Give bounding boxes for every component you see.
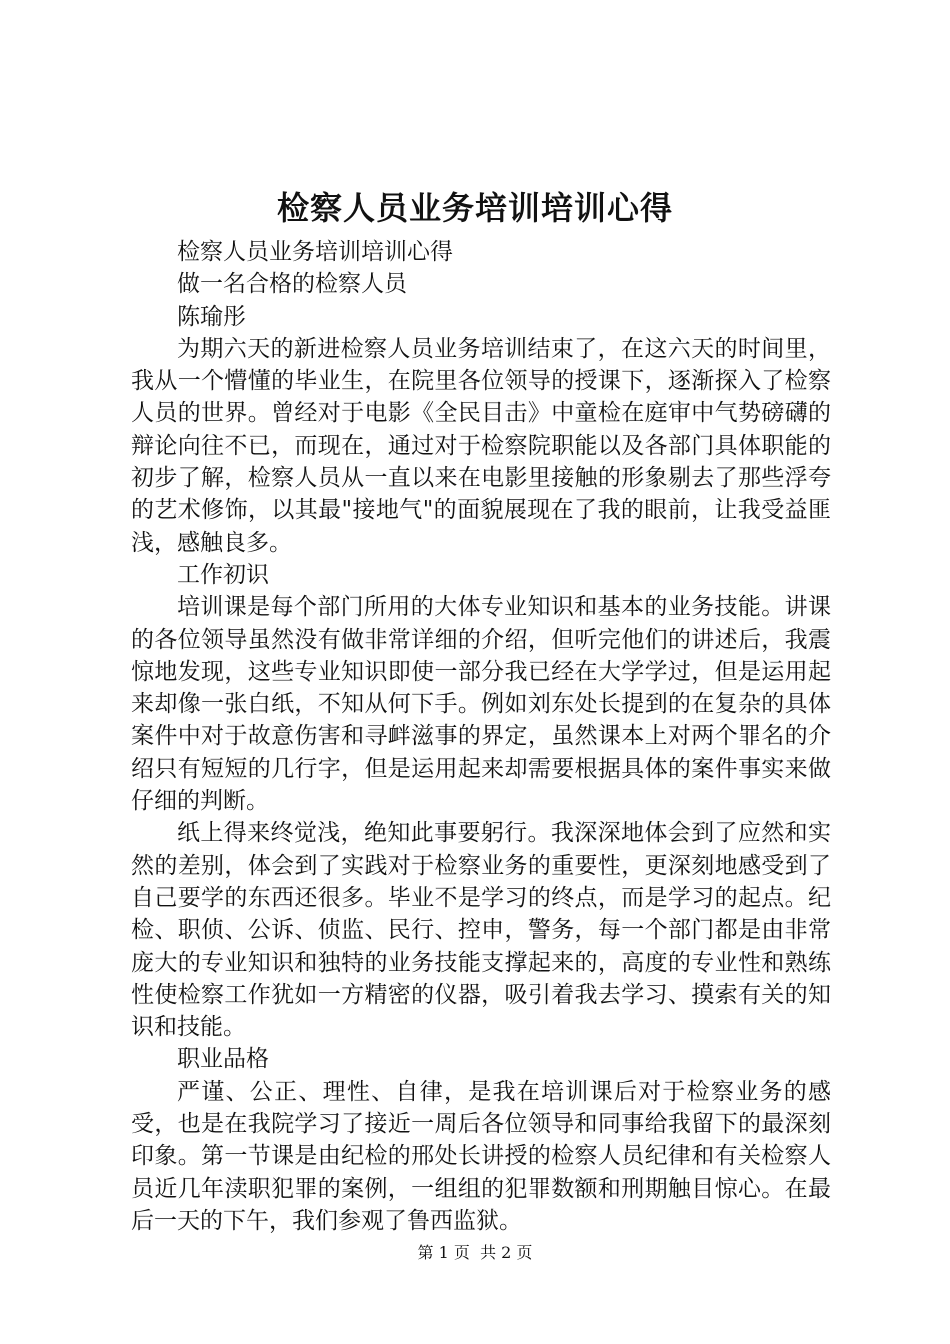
- page-footer: [0, 1242, 950, 1264]
- paragraph-character: 严谨、公正、理性、自律，是我在培训课后对于检察业务的感受，也是在我院学习了接近一周后各位领导和同事给我留下的最深刻印象。第一节课是由纪检的邢处长讲授的检察人员纪律和有关检察人员近几年渎职犯罪的案例，一组组的犯罪数额和刑期触目惊心。在最后一天的下午，我们参观了鲁西监狱。: [131, 1078, 831, 1234]
- document-body: [131, 236, 831, 1237]
- section-heading-character: 职业品格: [177, 1046, 269, 1073]
- paragraph-practice: 纸上得来终觉浅，绝知此事要躬行。我深深地体会到了应然和实然的差别，体会到了实践对于检察业务的重要性，更深刻地感受到了自己要学的东西还很多。毕业不是学习的终点，而是学习的起点。纪检、职侦、公诉、侦监、民行、控申，警务，每一个部门都是由非常庞大的专业知识和独特的业务技能支撑起来的，高度的专业性和熟练性使检察工作犹如一方精密的仪器，吸引着我去学习、摸索有关的知识和技能。: [131, 820, 831, 1041]
- page-number: 第 1 页 共 2 页: [417, 1243, 533, 1262]
- subtitle-line: 检察人员业务培训培训心得: [177, 239, 453, 265]
- section-heading-work: 工作初识: [177, 561, 269, 588]
- paragraph-training: 培训课是每个部门所用的大体专业知识和基本的业务技能。讲课的各位领导虽然没有做非常详细的介绍，但听完他们的讲述后，我震惊地发现，这些专业知识即使一部分我已经在大学学过，但是运用起来却像一张白纸，不知从何下手。例如刘东处长提到的在复杂的具体案件中对于故意伤害和寻衅滋事的界定，虽然课本上对两个罪名的介绍只有短短的几行字，但是运用起来却需要根据具体的案件事实来做仔细的判断。: [131, 594, 831, 815]
- author-name: 陈瑜彤: [177, 303, 246, 330]
- paragraph-intro: 为期六天的新进检察人员业务培训结束了，在这六天的时间里，我从一个懵懂的毕业生，在院里各位领导的授课下，逐渐探入了检察人员的世界。曾经对于电影《全民目击》中童检在庭审中气势磅礴的辩论向往不已，而现在，通过对于检察院职能以及各部门具体职能的初步了解，检察人员从一直以来在电影里接触的形象剔去了那些浮夸的艺术修饰，以其最"接地气"的面貌展现在了我的眼前，让我受益匪浅，感触良多。: [131, 335, 831, 556]
- document-title: 检察人员业务培训培训心得: [276, 189, 673, 227]
- essay-heading: 做一名合格的检察人员: [177, 271, 407, 298]
